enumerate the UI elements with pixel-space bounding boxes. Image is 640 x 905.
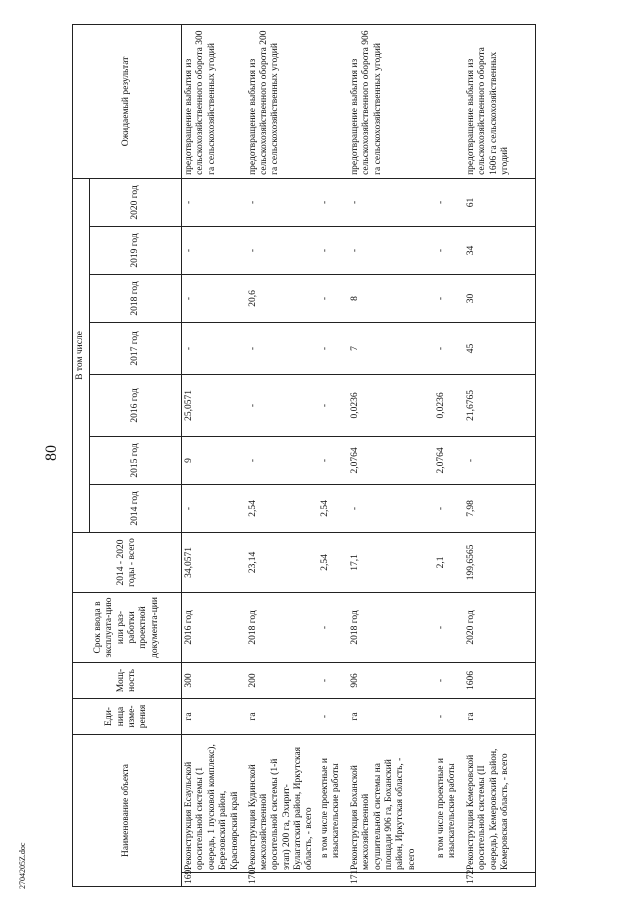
total-cell: 2,54 xyxy=(318,532,348,592)
header-year: 2018 год xyxy=(90,274,182,322)
header-name: Наименование объекта xyxy=(73,734,182,886)
year-cell: 2,0764 xyxy=(348,436,434,484)
table-row xyxy=(434,24,464,886)
commission-cell: 2018 год xyxy=(246,592,318,662)
year-cell: 7 xyxy=(348,322,434,374)
year-cell: - xyxy=(318,226,348,274)
year-cell: - xyxy=(318,322,348,374)
commission-cell: 2016 год xyxy=(182,592,246,662)
year-cell: 0,0236 xyxy=(434,374,464,436)
year-cell: 61 xyxy=(464,178,536,226)
header-year: 2017 год xyxy=(90,322,182,374)
investment-table xyxy=(72,24,536,887)
unit-cell: га xyxy=(246,698,318,734)
year-cell: 30 xyxy=(464,274,536,322)
year-cell: - xyxy=(434,322,464,374)
unit-cell: га xyxy=(348,698,434,734)
unit-cell: - xyxy=(434,698,464,734)
unit-cell: га xyxy=(464,698,536,734)
header-year: 2015 год xyxy=(90,436,182,484)
header-year: 2014 год xyxy=(90,484,182,532)
year-cell: - xyxy=(182,178,246,226)
commission-cell: - xyxy=(434,592,464,662)
year-cell: - xyxy=(434,226,464,274)
table-row xyxy=(464,24,536,886)
table-row xyxy=(182,24,246,886)
total-cell: 2,1 xyxy=(434,532,464,592)
capacity-cell: 906 xyxy=(348,662,434,698)
total-cell: 34,0571 xyxy=(182,532,246,592)
year-cell: 21,6765 xyxy=(464,374,536,436)
year-cell: 45 xyxy=(464,322,536,374)
result-cell xyxy=(434,24,464,178)
year-cell: - xyxy=(318,274,348,322)
page-number: 80 xyxy=(43,445,60,461)
year-cell: - xyxy=(246,374,318,436)
result-cell: предотвращение выбытия из сельскохозяйственного оборота 906 га сельскохозяйственных угодий xyxy=(348,24,434,178)
year-cell: - xyxy=(182,274,246,322)
capacity-cell: 300 xyxy=(182,662,246,698)
row-index xyxy=(318,873,348,887)
row-index xyxy=(434,873,464,887)
year-cell: 34 xyxy=(464,226,536,274)
table-row xyxy=(318,24,348,886)
total-cell: 23,14 xyxy=(246,532,318,592)
total-cell: 199,6565 xyxy=(464,532,536,592)
row-index: 170. xyxy=(246,873,318,887)
year-cell: - xyxy=(246,436,318,484)
year-cell: 2,54 xyxy=(318,484,348,532)
object-name: Реконструкция Кемеровской оросительной системы (II очередь), Кемеровский район, Кемеровская область, - всего xyxy=(464,734,536,872)
object-name: Реконструкция Кудинской межхозяйственной оросительной системы (1-й этап) 200 га, Эхирит-Булагатский район, Иркутская область, - всего xyxy=(246,734,318,872)
year-cell: 2,0764 xyxy=(434,436,464,484)
year-cell: - xyxy=(246,322,318,374)
year-cell: - xyxy=(434,274,464,322)
object-name: в том числе проектные и изыскательские работы xyxy=(434,734,464,872)
capacity-cell: - xyxy=(434,662,464,698)
year-cell: 2,54 xyxy=(246,484,318,532)
commission-cell: - xyxy=(318,592,348,662)
header-total: 2014 - 2020 годы - всего xyxy=(73,532,182,592)
table-row xyxy=(348,24,434,886)
year-cell: - xyxy=(246,178,318,226)
header-in-that-number: В том числе xyxy=(73,178,90,532)
year-cell: - xyxy=(182,322,246,374)
commission-cell: 2018 год xyxy=(348,592,434,662)
unit-cell: - xyxy=(318,698,348,734)
year-cell: 20,6 xyxy=(246,274,318,322)
header-year: 2020 год xyxy=(90,178,182,226)
header-commission: Срок ввода в эксплуата-цию или раз-работки проектной документа-ции xyxy=(73,592,182,662)
result-cell: предотвращение выбытия из сельскохозяйственного оборота 300 га сельскохозяйственных угодий xyxy=(182,24,246,178)
year-cell: 25,0571 xyxy=(182,374,246,436)
result-cell: предотвращение выбытия из сельскохозяйственного оборота 200 га сельскохозяйственных угодий xyxy=(246,24,318,178)
year-cell: 8 xyxy=(348,274,434,322)
result-cell xyxy=(318,24,348,178)
year-cell: - xyxy=(434,178,464,226)
year-cell: - xyxy=(182,484,246,532)
year-cell: 9 xyxy=(182,436,246,484)
row-index: 169. xyxy=(182,873,246,887)
year-cell: 0,0236 xyxy=(348,374,434,436)
row-index: 172. xyxy=(464,873,536,887)
year-cell: - xyxy=(348,484,434,532)
header-unit: Еди-ница изме-рения xyxy=(73,698,182,734)
header-result: Ожидаемый результат xyxy=(73,24,182,178)
year-cell: 7,98 xyxy=(464,484,536,532)
row-index: 171. xyxy=(348,873,434,887)
year-cell: - xyxy=(182,226,246,274)
year-cell: - xyxy=(348,226,434,274)
commission-cell: 2020 год xyxy=(464,592,536,662)
year-cell: - xyxy=(318,374,348,436)
capacity-cell: - xyxy=(318,662,348,698)
year-cell: - xyxy=(464,436,536,484)
capacity-cell: 200 xyxy=(246,662,318,698)
object-name: в том числе проектные и изыскательские работы xyxy=(318,734,348,872)
rotated-table-wrapper xyxy=(72,25,602,887)
unit-cell: га xyxy=(182,698,246,734)
capacity-cell: 1606 xyxy=(464,662,536,698)
year-cell: - xyxy=(318,178,348,226)
header-capacity: Мощ-ность xyxy=(73,662,182,698)
object-name: Реконструкция Есаульской оросительной системы (1 очередь, 1 пусковой комплекс), Березовский район, Красноярский край xyxy=(182,734,246,872)
header-year: 2016 год xyxy=(90,374,182,436)
year-cell: - xyxy=(434,484,464,532)
header-year: 2019 год xyxy=(90,226,182,274)
year-cell: - xyxy=(348,178,434,226)
total-cell: 17,1 xyxy=(348,532,434,592)
table-row xyxy=(246,24,318,886)
year-cell: - xyxy=(246,226,318,274)
year-cell: - xyxy=(318,436,348,484)
object-name: Реконструкция Боханской межхозяйственной осушительной системы на площади 906 га, Боханский район, Иркутская область, - всего xyxy=(348,734,434,872)
result-cell: предотвращение выбытия из сельскохозяйственного оборота 1606 га сельскохозяйственных угодий xyxy=(464,24,536,178)
document-file-code: 2704205Z.doc xyxy=(18,842,27,889)
